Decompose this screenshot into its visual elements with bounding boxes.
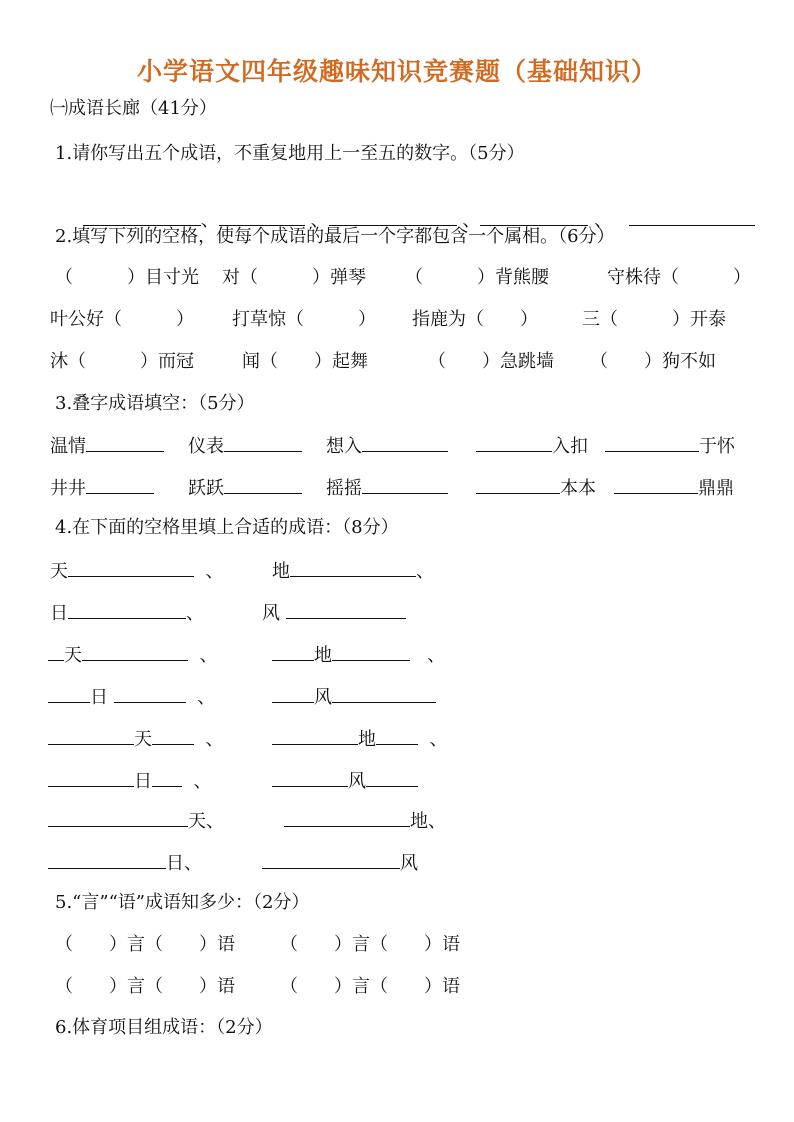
idiom-item: 指鹿为（ ） bbox=[412, 309, 538, 330]
idiom-item: 天 、 bbox=[50, 558, 223, 584]
idiom-item: 打草惊（ ） bbox=[232, 309, 376, 330]
idiom-item: （ ）言（ ）语 bbox=[280, 934, 460, 955]
answer-blank[interactable] bbox=[68, 558, 194, 577]
answer-blank[interactable] bbox=[224, 433, 302, 452]
answer-blank[interactable] bbox=[286, 600, 406, 619]
answer-blank[interactable] bbox=[629, 207, 755, 226]
separator: 、 bbox=[310, 210, 329, 231]
idiom-item: （ ）言（ ）语 bbox=[280, 976, 460, 997]
answer-blank[interactable] bbox=[152, 726, 194, 745]
idiom-item: 闻（ ）起舞 bbox=[242, 351, 368, 372]
answer-blank[interactable] bbox=[332, 642, 410, 661]
idiom-item: 于怀 bbox=[605, 433, 735, 459]
separator: 、 bbox=[594, 210, 613, 231]
idiom-item: 风 bbox=[272, 684, 436, 710]
idiom-item: 风 bbox=[262, 600, 406, 626]
question-6-prompt: 6.体育项目组成语：（2分） bbox=[55, 1017, 273, 1038]
idiom-item: 叶公好（ ） bbox=[50, 309, 194, 330]
answer-blank[interactable] bbox=[284, 808, 410, 827]
idiom-item: （ ）目寸光 bbox=[55, 267, 199, 288]
idiom-item: 入扣 bbox=[476, 433, 588, 459]
idiom-item: 守株待（ ） bbox=[607, 267, 751, 288]
idiom-item: 对（ ）弹琴 bbox=[222, 267, 366, 288]
answer-blank[interactable] bbox=[362, 433, 448, 452]
answer-blank[interactable] bbox=[48, 642, 64, 661]
idiom-item: （ ）言（ ）语 bbox=[55, 976, 235, 997]
answer-blank[interactable] bbox=[152, 768, 182, 787]
answer-blank[interactable] bbox=[480, 207, 588, 226]
idiom-item: （ ）狗不如 bbox=[590, 351, 716, 372]
idiom-item: 沐（ ）而冠 bbox=[50, 351, 194, 372]
idiom-item: 日 、 bbox=[50, 600, 204, 626]
answer-blank[interactable] bbox=[272, 642, 314, 661]
answer-blank[interactable] bbox=[82, 642, 188, 661]
idiom-item: 风 bbox=[262, 850, 418, 876]
idiom-item: 跃跃 bbox=[188, 475, 302, 501]
idiom-item: 天 、 bbox=[48, 642, 217, 668]
answer-blank[interactable] bbox=[332, 684, 436, 703]
idiom-item: 天、 bbox=[48, 808, 224, 834]
answer-blank[interactable] bbox=[605, 433, 699, 452]
idiom-item: 鼎鼎 bbox=[614, 475, 734, 501]
idiom-item: 风 bbox=[272, 768, 418, 794]
separator: 、 bbox=[200, 210, 219, 231]
answer-blank[interactable] bbox=[262, 850, 400, 869]
answer-blank[interactable] bbox=[83, 207, 201, 226]
answer-blank[interactable] bbox=[366, 768, 418, 787]
idiom-item: （ ）急跳墙 bbox=[428, 351, 554, 372]
question-5-prompt: 5.“言”“语”成语知多少：（2分） bbox=[55, 892, 310, 913]
question-4-prompt: 4.在下面的空格里填上合适的成语：（8分） bbox=[55, 517, 399, 538]
idiom-item: 仪表 bbox=[188, 433, 302, 459]
answer-blank[interactable] bbox=[329, 207, 457, 226]
answer-blank[interactable] bbox=[86, 433, 164, 452]
answer-blank[interactable] bbox=[48, 850, 166, 869]
idiom-item: 温情 bbox=[50, 433, 164, 459]
idiom-item: （ ）背熊腰 bbox=[405, 267, 549, 288]
answer-blank[interactable] bbox=[86, 475, 154, 494]
page-title: 小学语文四年级趣味知识竞赛题（基础知识） bbox=[136, 57, 657, 86]
separator: 、 bbox=[462, 210, 481, 231]
idiom-item: 井井 bbox=[50, 475, 154, 501]
idiom-item: 天 、 bbox=[48, 726, 223, 752]
answer-blank[interactable] bbox=[48, 726, 134, 745]
idiom-item: 地 、 bbox=[272, 642, 445, 668]
idiom-item: 日、 bbox=[48, 850, 202, 876]
answer-blank[interactable] bbox=[290, 558, 416, 577]
question-3-prompt: 3.叠字成语填空：（5分） bbox=[55, 393, 255, 414]
idiom-item: 地 、 bbox=[272, 726, 447, 752]
idiom-item: 地、 bbox=[284, 808, 446, 834]
question-2-prompt: 2.填写下列的空格，使每个成语的最后一个字都包含一个属相。（6分） bbox=[55, 226, 615, 247]
answer-blank[interactable] bbox=[272, 726, 358, 745]
idiom-item: 日 、 bbox=[48, 684, 215, 710]
answer-blank[interactable] bbox=[48, 684, 90, 703]
answer-blank[interactable] bbox=[362, 475, 448, 494]
idiom-item: 三（ ）开泰 bbox=[582, 309, 726, 330]
answer-blank[interactable] bbox=[376, 726, 418, 745]
idiom-item: 地 、 bbox=[272, 558, 434, 584]
answer-blank[interactable] bbox=[476, 433, 552, 452]
answer-blank[interactable] bbox=[219, 207, 305, 226]
answer-blank[interactable] bbox=[614, 475, 698, 494]
answer-blank[interactable] bbox=[68, 600, 186, 619]
answer-blank[interactable] bbox=[48, 808, 188, 827]
idiom-item: 想入 bbox=[326, 433, 448, 459]
question-1-prompt: 1.请你写出五个成语，不重复地用上一至五的数字。（5分） bbox=[55, 143, 525, 164]
answer-blank[interactable] bbox=[48, 768, 134, 787]
section-heading: ㈠成语长廊（41分） bbox=[50, 98, 217, 119]
answer-blank[interactable] bbox=[272, 768, 348, 787]
idiom-item: 摇摇 bbox=[326, 475, 448, 501]
answer-blank[interactable] bbox=[272, 684, 314, 703]
idiom-item: 日 、 bbox=[48, 768, 211, 794]
idiom-item: 本本 bbox=[476, 475, 596, 501]
idiom-item: （ ）言（ ）语 bbox=[55, 934, 235, 955]
answer-blank[interactable] bbox=[114, 684, 186, 703]
answer-blank[interactable] bbox=[224, 475, 302, 494]
answer-blank[interactable] bbox=[476, 475, 560, 494]
